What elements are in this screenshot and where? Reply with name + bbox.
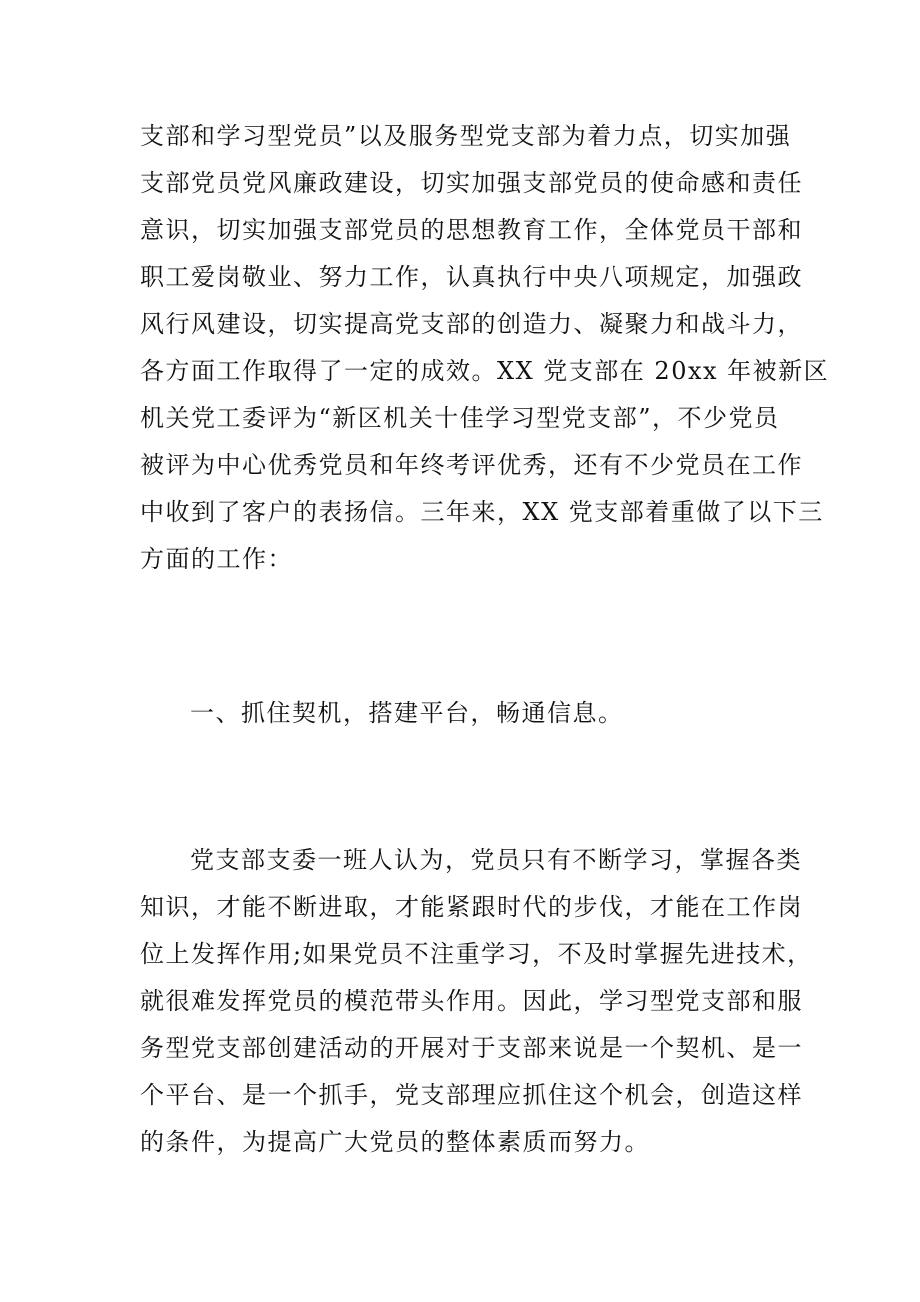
- paragraph-1-line-5: 风行风建设，切实提高党支部的创造力、凝聚力和战斗力，: [140, 310, 803, 338]
- paragraph-1-line-4: 职工爱岗敬业、努力工作，认真执行中央八项规定，加强政: [140, 263, 803, 291]
- paragraph-2-line-6: 个平台、是一个抓手，党支部理应抓住这个机会，创造这样: [140, 1081, 803, 1109]
- paragraph-1-line-10: 方面的工作：: [140, 545, 293, 573]
- paragraph-1-line-8: 被评为中心优秀党员和年终考评优秀，还有不少党员在工作: [140, 451, 803, 479]
- paragraph-1-line-2: 支部党员党风廉政建设，切实加强支部党员的使命感和责任: [140, 169, 803, 197]
- paragraph-2-line-1: 党支部支委一班人认为，党员只有不断学习，掌握各类: [190, 846, 802, 874]
- paragraph-2-line-5: 务型党支部创建活动的开展对于支部来说是一个契机、是一: [140, 1034, 803, 1062]
- paragraph-1-line-3: 意识，切实加强支部党员的思想教育工作，全体党员干部和: [140, 216, 803, 244]
- paragraph-2-line-3: 位上发挥作用;如果党员不注重学习，不及时掌握先进技术，: [140, 940, 813, 968]
- paragraph-1-line-9: 中收到了客户的表扬信。三年来，XX 党支部着重做了以下三: [140, 498, 824, 526]
- section-heading-1: 一、抓住契机，搭建平台，畅通信息。: [190, 699, 624, 727]
- paragraph-1-line-1: 支部和学习型党员”以及服务型党支部为着力点，切实加强: [140, 122, 792, 150]
- paragraph-2-line-2: 知识，才能不断进取，才能紧跟时代的步伐，才能在工作岗: [140, 893, 803, 921]
- paragraph-2-line-7: 的条件，为提高广大党员的整体素质而努力。: [140, 1128, 650, 1156]
- paragraph-1-line-6: 各方面工作取得了一定的成效。XX 党支部在 20xx 年被新区: [140, 357, 830, 385]
- paragraph-1-line-7: 机关党工委评为“新区机关十佳学习型党支部”，不少党员: [140, 404, 780, 432]
- paragraph-2-line-4: 就很难发挥党员的模范带头作用。因此，学习型党支部和服: [140, 987, 803, 1015]
